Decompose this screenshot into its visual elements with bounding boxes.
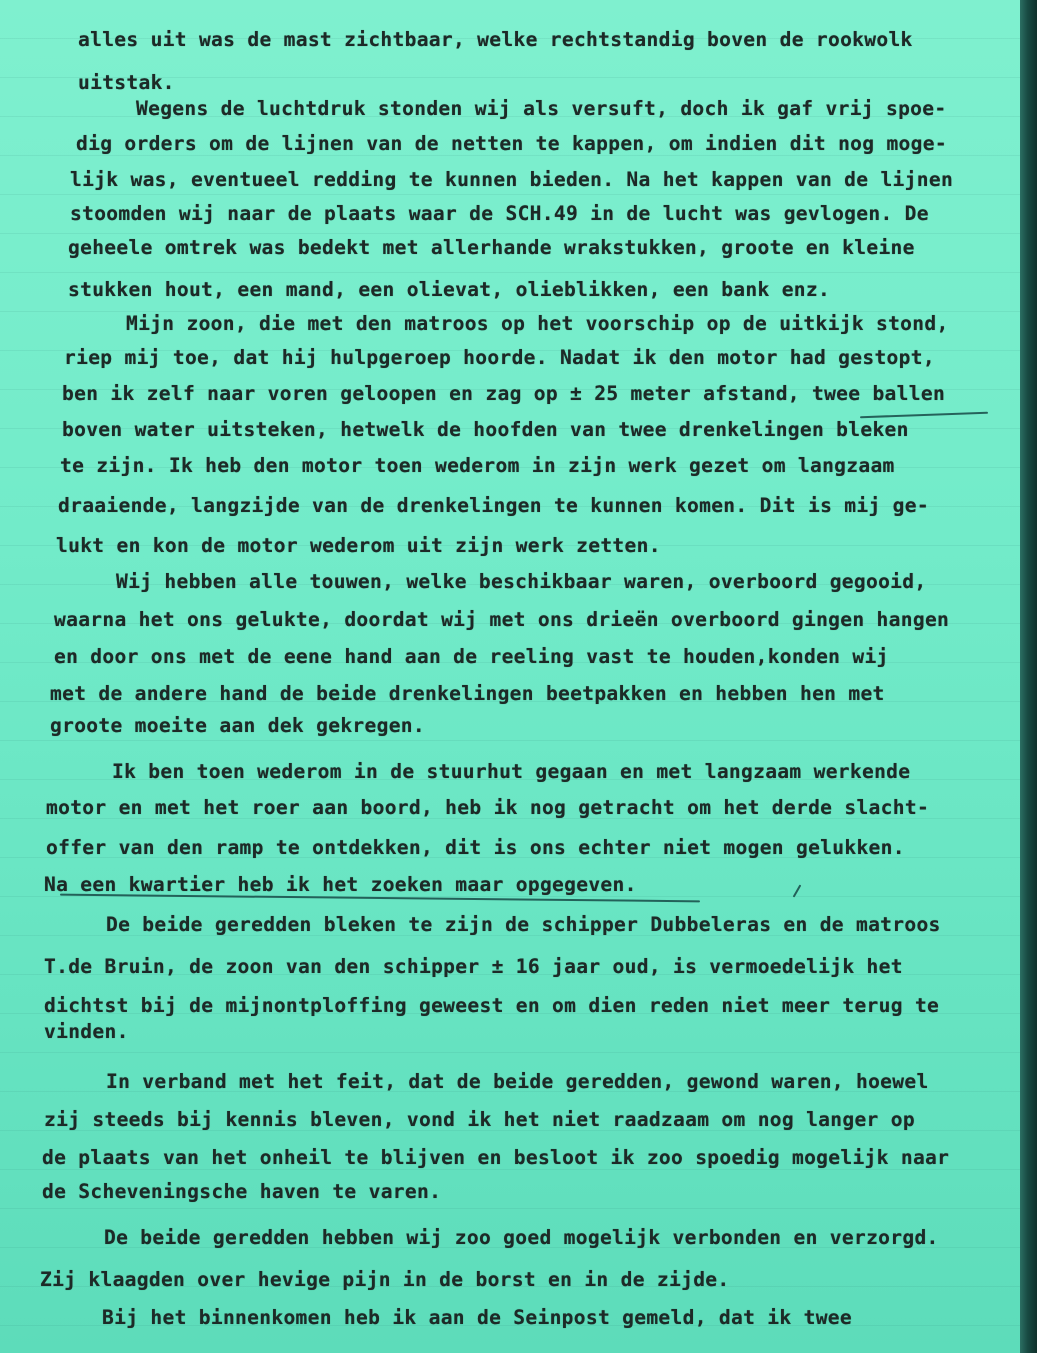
- text-line: groote moeite aan dek gekregen.: [50, 714, 425, 737]
- text-line: de Scheveningsche haven te varen.: [42, 1180, 442, 1203]
- text-line: dichtst bij de mijnontploffing geweest en om dien reden niet meer terug te: [44, 994, 940, 1017]
- text-line: te zijn. Ik heb den motor toen wederom in zijn werk gezet om langzaam: [60, 454, 895, 477]
- text-line: de plaats van het onheil te blijven en besloot ik zoo spoedig mogelijk naar: [42, 1146, 950, 1169]
- text-line: Ik ben toen wederom in de stuurhut gegaan en met langzaam werkende: [112, 760, 911, 783]
- text-line: vinden.: [44, 1020, 129, 1043]
- text-line: draaiende, langzijde van de drenkelingen te kunnen komen. Dit is mij ge-: [58, 494, 929, 517]
- text-line: met de andere hand de beide drenkelingen beetpakken en hebben hen met: [50, 682, 885, 705]
- text-line: lijk was, eventueel redding te kunnen bieden. Na het kappen van de lijnen: [70, 168, 954, 191]
- ink-underline: [860, 412, 988, 418]
- text-line: In verband met het feit, dat de beide geredden, gewond waren, hoewel: [106, 1070, 929, 1093]
- text-line: De beide geredden bleken te zijn de schipper Dubbeleras en de matroos: [106, 913, 941, 936]
- ink-tick: [793, 884, 802, 897]
- text-line: offer van den ramp te ontdekken, dit is ons echter niet mogen gelukken.: [46, 836, 905, 859]
- text-line: en door ons met de eene hand aan de reeling vast te houden,konden wij: [54, 645, 889, 668]
- text-line: ben ik zelf naar voren geloopen en zag op ± 25 meter afstand, twee ballen: [62, 382, 946, 405]
- text-line: Zij klaagden over hevige pijn in de borst en in de zijde.: [40, 1268, 730, 1291]
- text-line: uitstak.: [78, 71, 175, 94]
- page-edge-shadow: [1020, 0, 1037, 1353]
- text-line: De beide geredden hebben wij zoo goed mogelijk verbonden en verzorgd.: [104, 1226, 939, 1249]
- text-line: Na een kwartier heb ik het zoeken maar opgegeven.: [44, 873, 637, 896]
- text-line: boven water uitsteken, hetwelk de hoofden van twee drenkelingen bleken: [62, 418, 909, 441]
- text-line: alles uit was de mast zichtbaar, welke rechtstandig boven de rookwolk: [78, 28, 913, 51]
- text-line: Bij het binnenkomen heb ik aan de Seinpost gemeld, dat ik twee: [102, 1306, 852, 1329]
- text-line: motor en met het roer aan boord, heb ik nog getracht om het derde slacht-: [46, 796, 930, 819]
- text-line: stoomden wij naar de plaats waar de SCH.49 in de lucht was gevlogen. De: [70, 202, 929, 225]
- text-line: zij steeds bij kennis bleven, vond ik het niet raadzaam om nog langer op: [44, 1108, 915, 1131]
- text-line: stukken hout, een mand, een olievat, olieblikken, een bank enz.: [68, 278, 831, 301]
- text-line: Wegens de luchtdruk stonden wij als versuft, doch ik gaf vrij spoe-: [136, 97, 947, 120]
- text-line: T.de Bruin, de zoon van den schipper ± 16 jaar oud, is vermoedelijk het: [44, 955, 903, 978]
- text-line: Wij hebben alle touwen, welke beschikbaar waren, overboord gegooid,: [116, 570, 927, 593]
- text-line: waarna het ons gelukte, doordat wij met ons drieën overboord gingen hangen: [54, 608, 950, 631]
- text-line: Mijn zoon, die met den matroos op het voorschip op de uitkijk stond,: [126, 312, 949, 335]
- text-line: geheele omtrek was bedekt met allerhande wrakstukken, groote en kleine: [68, 236, 915, 259]
- text-line: dig orders om de lijnen van de netten te kappen, om indien dit nog moge-: [76, 132, 947, 155]
- text-line: lukt en kon de motor wederom uit zijn werk zetten.: [56, 534, 661, 557]
- text-line: riep mij toe, dat hij hulpgeroep hoorde. Nadat ik den motor had gestopt,: [64, 346, 935, 369]
